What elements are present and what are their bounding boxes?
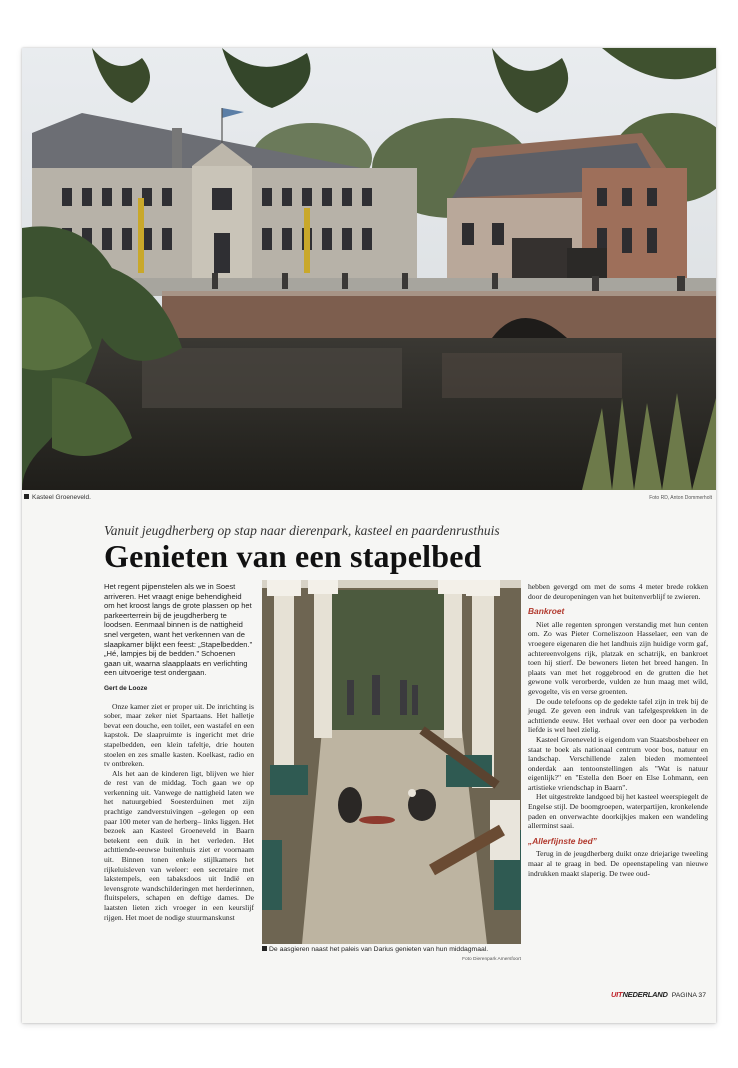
subhead-bankroet: Bankroet	[528, 606, 565, 617]
page-number: PAGINA 37	[671, 992, 706, 999]
page-footer	[611, 990, 706, 999]
caption-marker	[24, 494, 29, 499]
article-headline: Genieten van een stapelbed	[104, 538, 482, 574]
top-photo-caption-row	[22, 494, 716, 506]
mid-photo-caption-text: De aasgieren naast het paleis van Darius genieten van hun middagmaal.	[269, 946, 489, 953]
caption-marker	[262, 946, 267, 951]
body-paragraph: Onze kamer ziet er proper uit. De inrichting is sober, maar zeker niet Spartaans. Het halletje bevat een douche, een toilet, een wastafel en een kapstok. De slaapruimte is ingericht met drie stapelbedden, een klein tafeltje, drie houten stoelen en zes smalle kasten. Koelkast, radio en tv ontbreken.	[104, 701, 254, 769]
top-photo-caption-text: Kasteel Groeneveld.	[32, 494, 91, 501]
body-paragraph: Het uitgestrekte landgoed bij het kasteel weerspiegelt de Engelse stijl. De boomgroepen, waterpartijen, kronkelende paden en onverwachte doorkijkjes maken een wandeling allerminst saai.	[528, 792, 708, 831]
vulture-photo	[262, 580, 521, 944]
top-photo-credit: Foto RD, Anton Dommerholt	[649, 495, 712, 501]
body-paragraph: Kasteel Groeneveld is eigendom van Staatsbosbeheer en staat te boek als nationaal centrum voor bos, natuur en landschap. Verschillende zalen bieden momenteel onderdak aan tentoonstellingen als "Wat is natuur eigenlijk?" en "Estella den Boer en Else Lohmann, een artistieke vriendschap in Baarn".	[528, 734, 708, 792]
mid-photo-credit: Foto Dierenpark Amersfoort	[462, 957, 521, 962]
logo-prefix: UIT	[610, 990, 623, 999]
body-paragraph: Terug in de jeugdherberg duikt onze driejarige tweeling maar al te graag in bed. De opeenstapeling van nieuwe indrukken maakt slaperig. De twee oud-	[528, 849, 708, 878]
castle-photo	[22, 48, 716, 490]
newspaper-page	[22, 48, 716, 1023]
subhead-allerfijnste-bed: „Allerfijnste bed”	[528, 835, 597, 846]
lead-paragraph: Het regent pijpenstelen als we in Soest arriveren. Het vraagt enige behendigheid om het kroost langs de grote plassen op het parkeerterrein bij de jeugdherberg te loodsen. Eenmaal binnen is de nattigheid snel vergeten, want het verkennen van de slaapkamer blijkt een feest: „Stapelbedden.” „Hé, lampjes bij de bedden.” Schoenen gaan uit, waarna slaapplaats en verlichting een uitvoerige test ondergaan.	[104, 582, 253, 678]
body-paragraph: De oude telefoons op de gedekte tafel zijn in trek bij de jeugd. Ze geven een indruk van tafelgesprekken in de achttiende eeuw. Het verhaal over een door pa verboden liefde is wel heel zielig.	[528, 696, 708, 735]
top-photo-caption	[24, 494, 91, 501]
article-column-1	[104, 582, 254, 922]
logo-brand: NEDERLAND	[622, 990, 668, 999]
article-lead	[104, 582, 254, 678]
article-byline: Gert de Looze	[104, 684, 148, 692]
article-kicker: Vanuit jeugdherberg op stap naar dierenpark, kasteel en paardenrusthuis	[104, 523, 500, 538]
uit-nederland-logo	[611, 990, 668, 999]
mid-photo-caption	[262, 946, 521, 953]
body-paragraph: Niet alle regenten sprongen verstandig met hun centen om. Zo was Pieter Corneliszoon Hasselaer, een van de vroegere eigenaren die het landhuis zijn huidige vorm gaf, achtereenvolgens rijk, platzak en schatrijk, en bankroet toen hij stierf. De bewoners lieten het breed hangen. In plaats van met het roggebrood en de grutten die het gewone volk verorberde, vulden ze hun maag met wild, gevogelte, vis en verse groenten.	[528, 619, 708, 696]
article-column-3	[528, 582, 708, 878]
body-paragraph: hebben gevergd om met de soms 4 meter brede rokken door de deuropeningen van het buitenverblijf te zwieren.	[528, 582, 708, 601]
body-paragraph: Als het aan de kinderen ligt, blijven we hier de rest van de middag. Toch gaan we op verkenning uit. Vanwege de nattigheid laten we het natuurgebied Soesterduinen met zijn prachtige zandverstuivingen –gelegen op een paar 100 meter van de herberg– links liggen. Het bezoek aan Kasteel Groeneveld in Baarn betekent een duik in het verleden. Het achttiende-eeuwse buitenhuis ziet er voornaam uit. Binnen tonen enkele stijlkamers het rijkeluisleven van weleer: een secretaire met lakstempels, een tabaksdoos uit Indië en levensgrote wandschilderingen met herderinnen, fluitspelers, schapen en deftige dames. De laatsten lieten zich vroeger in een keurslijf rijgen. Het moet de nodige stuurmanskunst	[104, 768, 254, 922]
